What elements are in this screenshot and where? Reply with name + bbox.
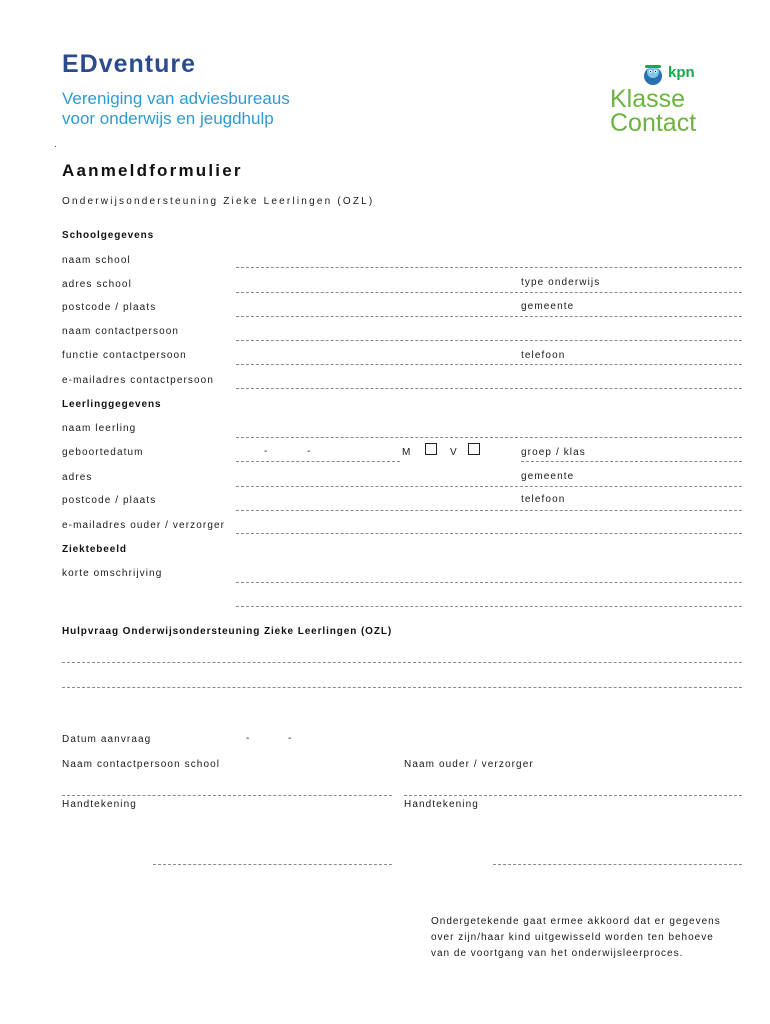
label-naam-school: naam school — [62, 255, 131, 266]
field-naam-contact-school[interactable] — [62, 795, 392, 796]
label-telefoon-leerling: telefoon — [521, 494, 566, 505]
partner-line-1: Klasse — [610, 85, 686, 113]
label-handtekening-school: Handtekening — [62, 799, 137, 810]
section-school-heading: Schoolgegevens — [62, 230, 155, 241]
field-hulpvraag-line-1[interactable] — [62, 662, 742, 663]
brand-name: EDventure — [62, 50, 197, 78]
partner-line-2: Contact — [610, 109, 697, 137]
label-gemeente-school: gemeente — [521, 301, 575, 312]
label-korte-omschrijving: korte omschrijving — [62, 568, 163, 579]
brand-tagline-2: voor onderwijs en jeugdhulp — [62, 109, 274, 128]
field-naam-school[interactable] — [236, 267, 742, 268]
edventure-logo — [62, 50, 196, 79]
field-geboortedatum[interactable] — [236, 461, 400, 462]
checkbox-gender-m[interactable] — [425, 443, 437, 455]
field-adres-leerling[interactable] — [236, 486, 742, 487]
label-naam-ouder: Naam ouder / verzorger — [404, 759, 534, 770]
label-naam-leerling: naam leerling — [62, 423, 137, 434]
section-leerling-heading: Leerlinggegevens — [62, 399, 162, 410]
field-omschrijving-line-1[interactable] — [236, 582, 742, 583]
consent-line-1: Ondergetekende gaat ermee akkoord dat er gegevens — [431, 916, 721, 927]
label-groep-klas: groep / klas — [521, 447, 586, 458]
field-postcode-leerling[interactable] — [236, 510, 742, 511]
field-adres-school[interactable] — [236, 292, 742, 293]
section-hulpvraag-heading: Hulpvraag Onderwijsondersteuning Zieke Leerlingen (OZL) — [62, 626, 393, 637]
field-postcode-school[interactable] — [236, 316, 742, 317]
consent-note — [431, 914, 721, 962]
date-separator-1: - — [264, 446, 269, 457]
field-hulpvraag-line-2[interactable] — [62, 687, 742, 688]
datum-aanvraag-separator-1: - — [246, 733, 251, 744]
mascot-icon — [640, 62, 666, 86]
field-email-ouder[interactable] — [236, 533, 742, 534]
stray-dot — [55, 146, 56, 147]
field-naam-leerling[interactable] — [236, 437, 742, 438]
date-separator-2: - — [307, 446, 312, 457]
brand-tagline-1: Vereniging van adviesbureaus — [62, 89, 290, 108]
field-groep-klas[interactable] — [521, 461, 742, 462]
field-omschrijving-line-2[interactable] — [236, 606, 742, 607]
field-naam-contactpersoon[interactable] — [236, 340, 742, 341]
label-naam-contactpersoon-school: Naam contactpersoon school — [62, 759, 221, 770]
kpn-label: kpn — [668, 64, 695, 81]
datum-aanvraag-separator-2: - — [288, 733, 293, 744]
field-naam-ouder[interactable] — [404, 795, 742, 796]
label-adres-school: adres school — [62, 279, 132, 290]
field-handtekening-ouder[interactable] — [493, 864, 742, 865]
form-subtitle: Onderwijsondersteuning Zieke Leerlingen (OZL) — [62, 196, 375, 207]
label-geboortedatum: geboortedatum — [62, 447, 144, 458]
label-gender-v: V — [450, 447, 458, 458]
consent-line-2: over zijn/haar kind uitgewisseld worden ten behoeve — [431, 932, 714, 943]
label-postcode-leerling: postcode / plaats — [62, 495, 157, 506]
label-postcode-school: postcode / plaats — [62, 302, 157, 313]
label-gender-m: M — [402, 447, 412, 458]
label-functie-contactpersoon: functie contactpersoon — [62, 350, 187, 361]
consent-line-3: van de voortgang van het onderwijsleerproces. — [431, 948, 684, 959]
label-gemeente-leerling: gemeente — [521, 471, 575, 482]
section-ziekte-heading: Ziektebeeld — [62, 544, 127, 555]
label-email-ouder: e-mailadres ouder / verzorger — [62, 520, 226, 531]
label-telefoon-school: telefoon — [521, 350, 566, 361]
label-datum-aanvraag: Datum aanvraag — [62, 734, 152, 745]
klassecontact-logo — [608, 60, 718, 140]
label-adres-leerling: adres — [62, 472, 93, 483]
label-naam-contactpersoon: naam contactpersoon — [62, 326, 180, 337]
label-email-contactpersoon: e-mailadres contactpersoon — [62, 375, 214, 386]
field-functie-contactpersoon[interactable] — [236, 364, 742, 365]
checkbox-gender-v[interactable] — [468, 443, 480, 455]
label-type-onderwijs: type onderwijs — [521, 277, 601, 288]
field-email-contactpersoon[interactable] — [236, 388, 742, 389]
form-title: Aanmeldformulier — [62, 161, 243, 180]
label-handtekening-ouder: Handtekening — [404, 799, 479, 810]
field-handtekening-school[interactable] — [153, 864, 392, 865]
